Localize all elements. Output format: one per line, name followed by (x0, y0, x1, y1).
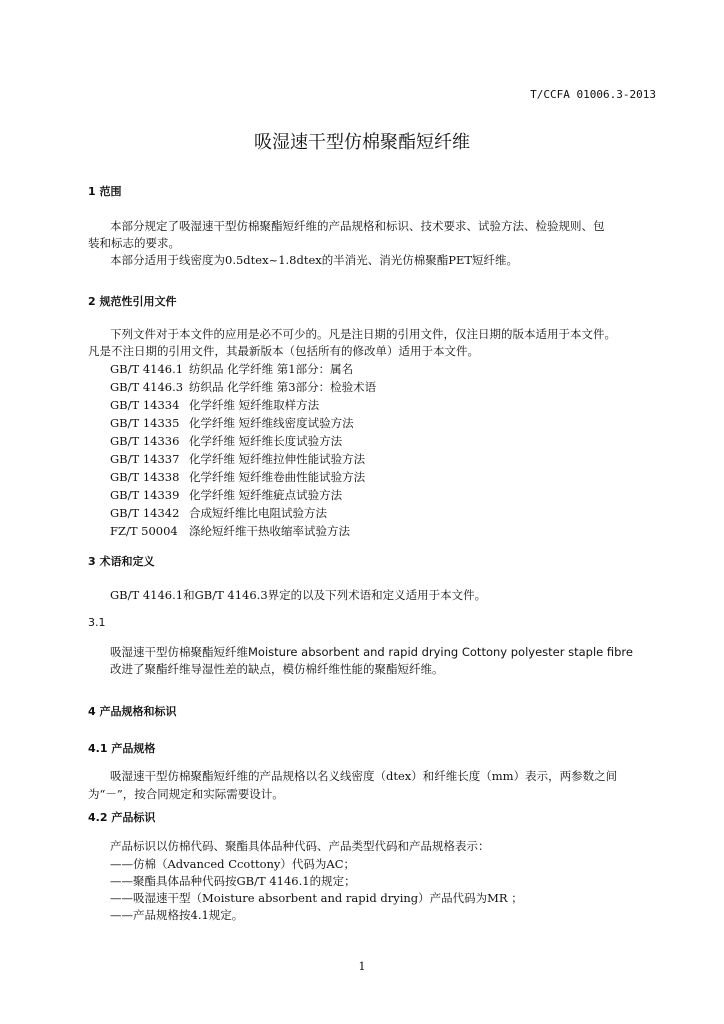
reference-item (110, 415, 354, 431)
reference-name: 化学纤维 短纤维取样方法 (189, 398, 320, 412)
s1-para-2: 本部分适用于线密度为0.5dtex~1.8dtex的半消光、消光仿棉聚酯PET短纤维。 (110, 253, 519, 267)
s1-para-1-line-1: 本部分规定了吸湿速干型仿棉聚酯短纤维的产品规格和标识、技术要求、试验方法、检验规则、包 (110, 219, 605, 233)
list-item: ——吸湿速干型（Moisture absorbent and rapid drying）产品代码为MR ； (110, 891, 523, 905)
s2-para-line-2: 凡是不注日期的引用文件，其最新版本（包括所有的修改单）适用于本文件。 (88, 344, 479, 358)
reference-name: 纺织品 化学纤维 第3部分：检验术语 (189, 380, 377, 394)
s2-para-line-1: 下列文件对于本文件的应用是必不可少的。凡是注日期的引用文件，仅注日期的版本适用于本文件。 (110, 327, 616, 341)
reference-name: 化学纤维 短纤维线密度试验方法 (189, 416, 354, 430)
reference-item (110, 451, 365, 467)
reference-item (110, 361, 353, 377)
reference-code: GB/T 14334 (110, 398, 180, 412)
s41-para-line-2: 为“－”，按合同规定和实际需要设计。 (88, 787, 284, 801)
clause-3-1-number: 3.1 (88, 616, 106, 629)
reference-name: 化学纤维 短纤维拉伸性能试验方法 (189, 452, 366, 466)
reference-item (110, 469, 365, 485)
term-definition: 改进了聚酯纤维导湿性差的缺点，模仿棉纤维性能的聚酯短纤维。 (110, 662, 444, 676)
reference-code: GB/T 4146.1 (110, 362, 184, 376)
s42-para: 产品标识以仿棉代码、聚酯具体品种代码、产品类型代码和产品规格表示： (110, 839, 490, 853)
reference-name: 化学纤维 短纤维疵点试验方法 (189, 488, 343, 502)
reference-code: GB/T 14337 (110, 452, 180, 466)
s41-para-line-1: 吸湿速干型仿棉聚酯短纤维的产品规格以名义线密度（dtex）和纤维长度（mm）表示，两参数之间 (110, 769, 618, 783)
list-item: ——聚酯具体品种代码按GB/T 4146.1的规定； (110, 874, 356, 888)
reference-name: 纺织品 化学纤维 第1部分：属名 (189, 362, 354, 376)
standard-code: T/CCFA 01006.3-2013 (530, 88, 656, 101)
section-4-heading: 4 产品规格和标识 (88, 705, 177, 718)
clause-4-1-heading: 4.1 产品规格 (88, 742, 156, 755)
reference-code: GB/T 14336 (110, 434, 180, 448)
reference-code: GB/T 4146.3 (110, 380, 184, 394)
reference-name: 涤纶短纤维干热收缩率试验方法 (189, 524, 350, 538)
reference-item (110, 379, 376, 395)
clause-4-2-heading: 4.2 产品标识 (88, 811, 156, 824)
list-item: ——产品规格按4.1规定。 (110, 908, 244, 922)
reference-code: GB/T 14342 (110, 506, 180, 520)
s1-para-1-line-2: 装和标志的要求。 (88, 236, 180, 250)
page-number: 1 (358, 960, 366, 973)
s3-para: GB/T 4146.1和GB/T 4146.3界定的以及下列术语和定义适用于本文件。 (110, 588, 487, 602)
term-entry: 吸湿速干型仿棉聚酯短纤维Moisture absorbent and rapid drying Cottony polyester staple fibre (110, 645, 633, 659)
reference-item (110, 433, 342, 449)
section-3-heading: 3 术语和定义 (88, 555, 155, 568)
reference-name: 化学纤维 短纤维长度试验方法 (189, 434, 343, 448)
reference-item (110, 397, 319, 413)
document-title: 吸湿速干型仿棉聚酯短纤维 (254, 132, 470, 153)
list-item: ——仿棉（Advanced Ccottony）代码为AC； (110, 857, 356, 871)
reference-item (110, 523, 350, 539)
reference-name: 合成短纤维比电阻试验方法 (189, 506, 327, 520)
reference-code: GB/T 14339 (110, 488, 180, 502)
reference-code: FZ/T 50004 (110, 524, 178, 538)
reference-name: 化学纤维 短纤维卷曲性能试验方法 (189, 470, 366, 484)
reference-item (110, 505, 327, 521)
reference-code: GB/T 14335 (110, 416, 180, 430)
reference-code: GB/T 14338 (110, 470, 180, 484)
section-2-heading: 2 规范性引用文件 (88, 295, 177, 308)
reference-item (110, 487, 342, 503)
section-1-heading: 1 范围 (88, 185, 122, 198)
